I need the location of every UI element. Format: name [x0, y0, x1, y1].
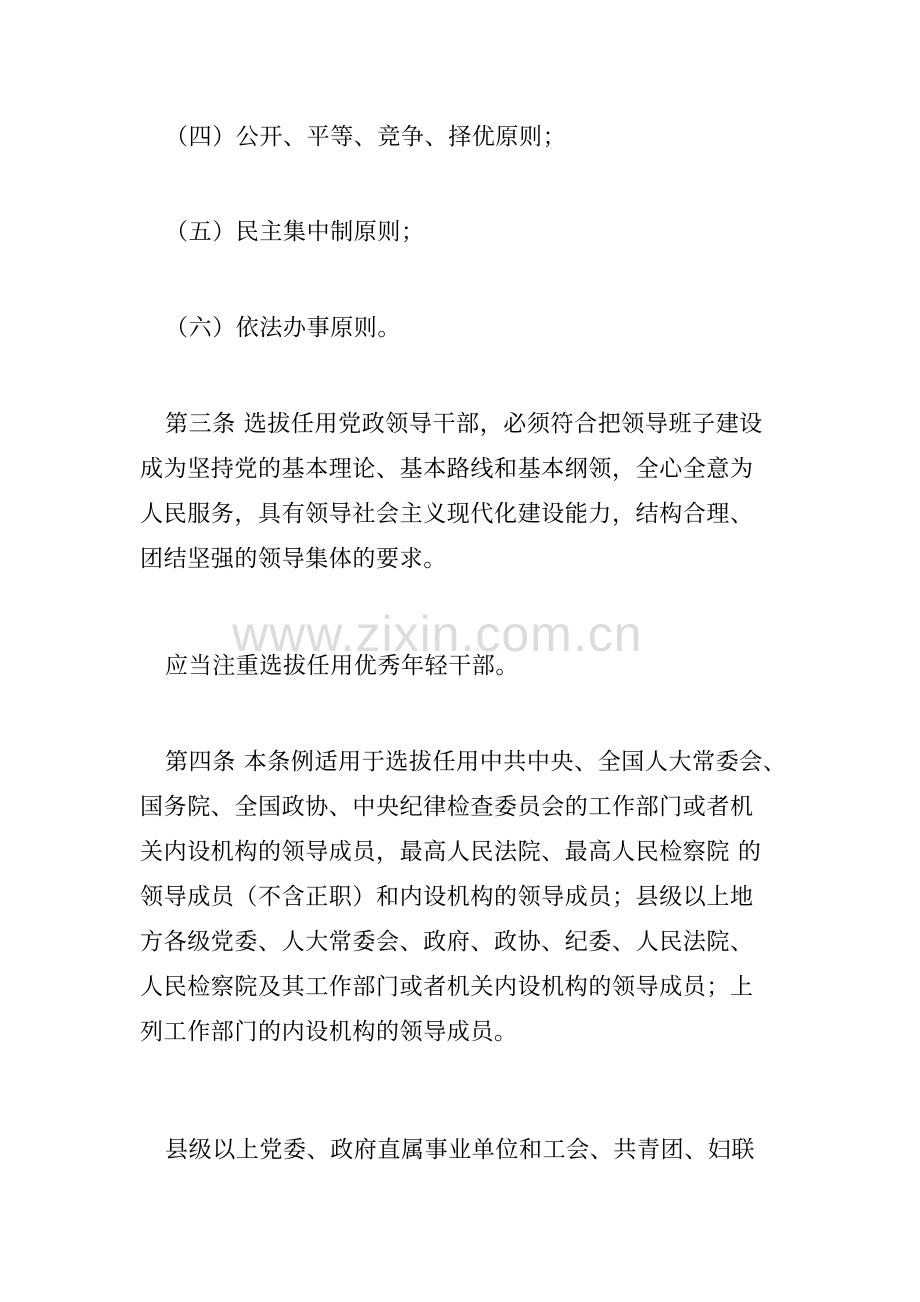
- paragraph-article-3: [140, 402, 800, 582]
- text-line: 国务院、全国政协、中央纪律检查委员会的工作部门或者机: [140, 794, 754, 820]
- text-line: 应当注重选拔任用优秀年轻干部。: [165, 653, 519, 679]
- text-line: （六）依法办事原则。: [165, 315, 401, 341]
- text-line: 人民检察院及其工作部门或者机关内设机构的领导成员；上: [140, 974, 754, 1000]
- text-line: 关内设机构的领导成员，最高人民法院、最高人民检察院 的: [140, 839, 762, 865]
- text-line: 第四条 本条例适用于选拔任用中共中央、全国人大常委会、: [165, 749, 787, 775]
- paragraph-young-cadres: [140, 644, 800, 689]
- text-line: 县级以上党委、政府直属事业单位和工会、共青团、妇联: [165, 1137, 755, 1163]
- text-line: 列工作部门的内设机构的领导成员。: [140, 1019, 518, 1045]
- text-line: 团结坚强的领导集体的要求。: [140, 546, 447, 572]
- paragraph-principle-4: [140, 115, 800, 160]
- paragraph-county-units: [140, 1128, 800, 1173]
- text-line: （四）公开、平等、竞争、择优原则；: [165, 124, 567, 150]
- text-line: （五）民主集中制原则；: [165, 219, 425, 245]
- watermark: www.zixin.com.cn: [232, 606, 643, 662]
- text-line: 方各级党委、人大常委会、政府、政协、纪委、人民法院、: [140, 929, 754, 955]
- text-line: 第三条 选拔任用党政领导干部，必须符合把领导班子建设: [165, 411, 763, 437]
- paragraph-principle-6: [140, 306, 800, 351]
- text-line: 领导成员（不含正职）和内设机构的领导成员；县级以上地: [140, 884, 754, 910]
- text-line: 成为坚持党的基本理论、基本路线和基本纲领，全心全意为: [140, 456, 754, 482]
- paragraph-article-4: [140, 740, 800, 1055]
- text-line: 人民服务，具有领导社会主义现代化建设能力，结构合理、: [140, 501, 754, 527]
- paragraph-principle-5: [140, 210, 800, 255]
